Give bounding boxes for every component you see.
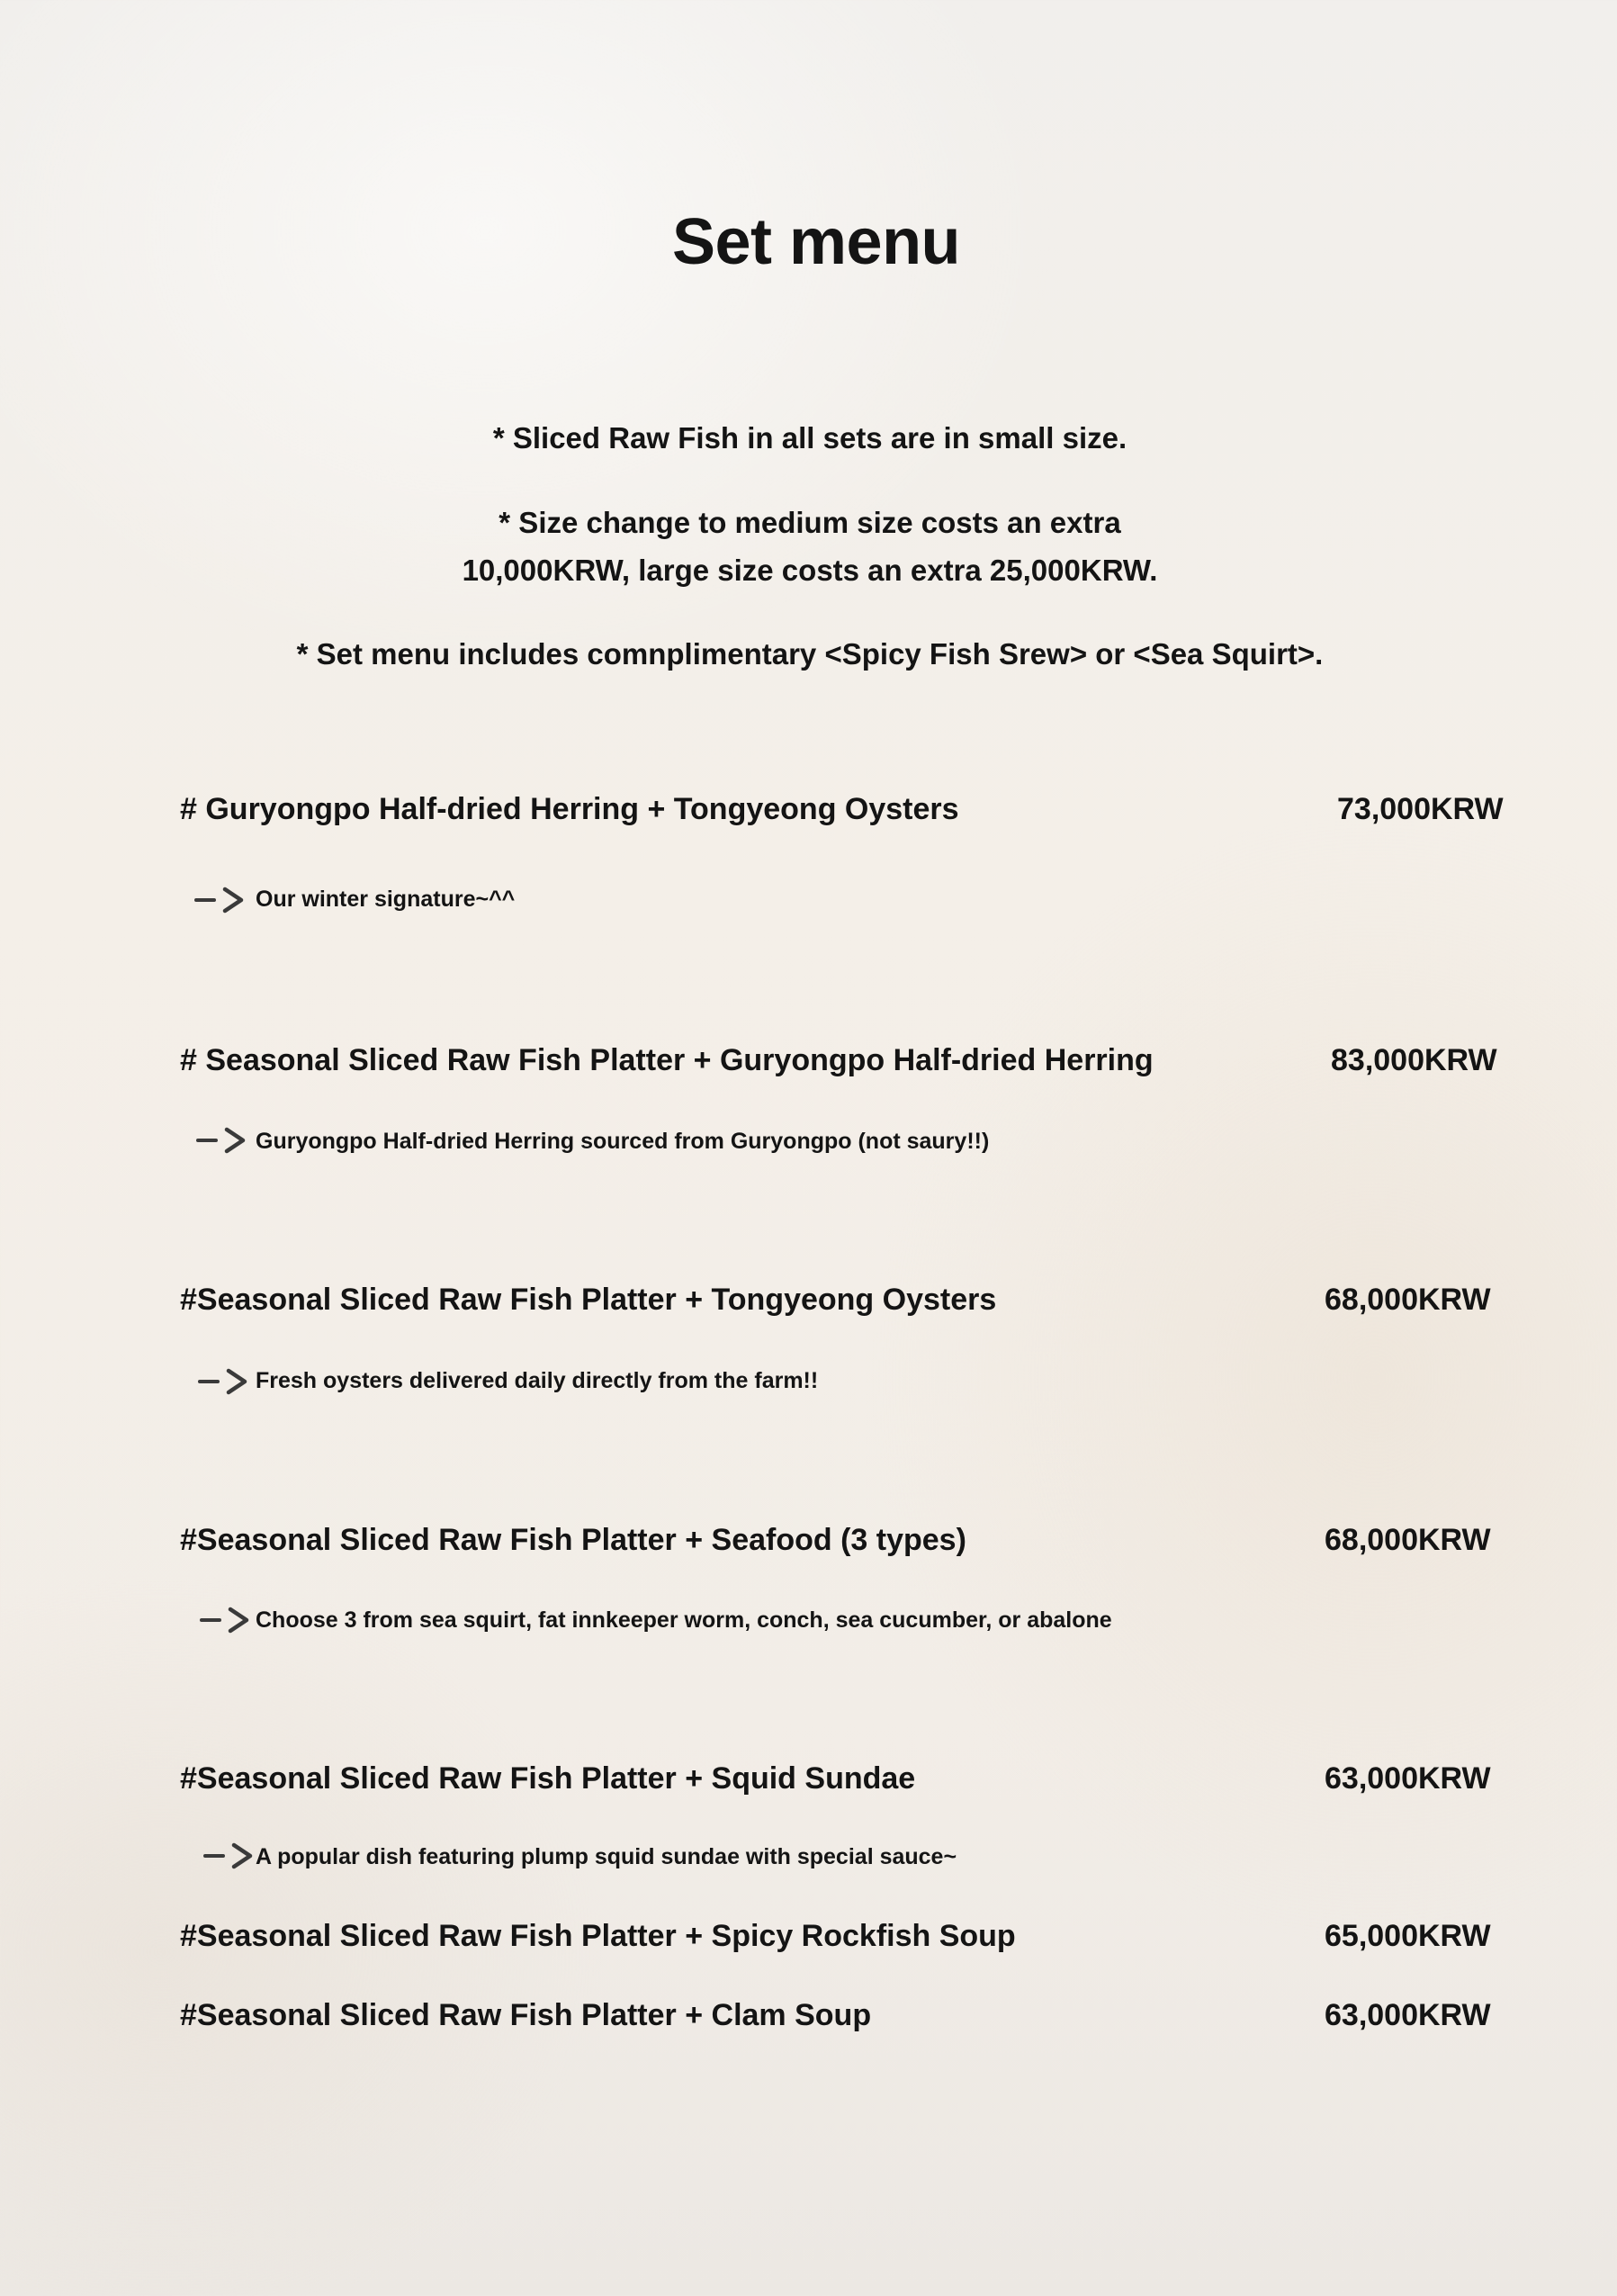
menu-item-description: Our winter signature~^^ [256,887,516,912]
note-size-change-line-2: 10,000KRW, large size costs an extra 25,000KRW. [462,554,1158,587]
menu-item-description: Choose 3 from sea squirt, fat innkeeper worm, conch, sea cucumber, or abalone [256,1607,1112,1633]
note-size-change [0,499,1617,594]
arrow-right-icon [203,1842,256,1869]
menu-item-price: 63,000KRW [1325,1761,1491,1796]
menu-item-price: 65,000KRW [1325,1919,1491,1953]
menu-item-name: #Seasonal Sliced Raw Fish Platter + Tongyeong Oysters [180,1283,997,1317]
arrow-right-icon [198,1368,250,1395]
arrow-right-icon [194,887,247,914]
menu-item-price: 68,000KRW [1325,1283,1491,1317]
page-title: Set menu [671,206,961,278]
note-size: * Sliced Raw Fish in all sets are in small size. [492,421,1127,455]
menu-item-name: #Seasonal Sliced Raw Fish Platter + Squid Sundae [180,1761,916,1796]
menu-item-name: #Seasonal Sliced Raw Fish Platter + Spicy Rockfish Soup [180,1919,1016,1953]
note-complimentary: * Set menu includes comnplimentary <Spicy Fish Srew> or <Sea Squirt>. [296,637,1324,671]
menu-item-price: 68,000KRW [1325,1523,1491,1557]
arrow-right-icon [200,1607,252,1634]
note-size-change-line-1: * Size change to medium size costs an extra [499,506,1121,539]
menu-item-name: #Seasonal Sliced Raw Fish Platter + Seafood (3 types) [180,1523,966,1557]
menu-item-description: Fresh oysters delivered daily directly from the farm!! [256,1368,819,1393]
menu-item-name: # Guryongpo Half-dried Herring + Tongyeong Oysters [180,792,959,826]
menu-item-description: A popular dish featuring plump squid sundae with special sauce~ [256,1844,957,1869]
menu-item-price: 83,000KRW [1331,1043,1497,1077]
arrow-right-icon [196,1127,248,1154]
menu-item-price: 73,000KRW [1337,792,1504,826]
menu-item-name: # Seasonal Sliced Raw Fish Platter + Guryongpo Half-dried Herring [180,1043,1154,1077]
menu-item-price: 63,000KRW [1325,1998,1491,2032]
menu-item-description: Guryongpo Half-dried Herring sourced from Guryongpo (not saury!!) [256,1129,990,1154]
menu-item-name: #Seasonal Sliced Raw Fish Platter + Clam Soup [180,1998,872,2032]
